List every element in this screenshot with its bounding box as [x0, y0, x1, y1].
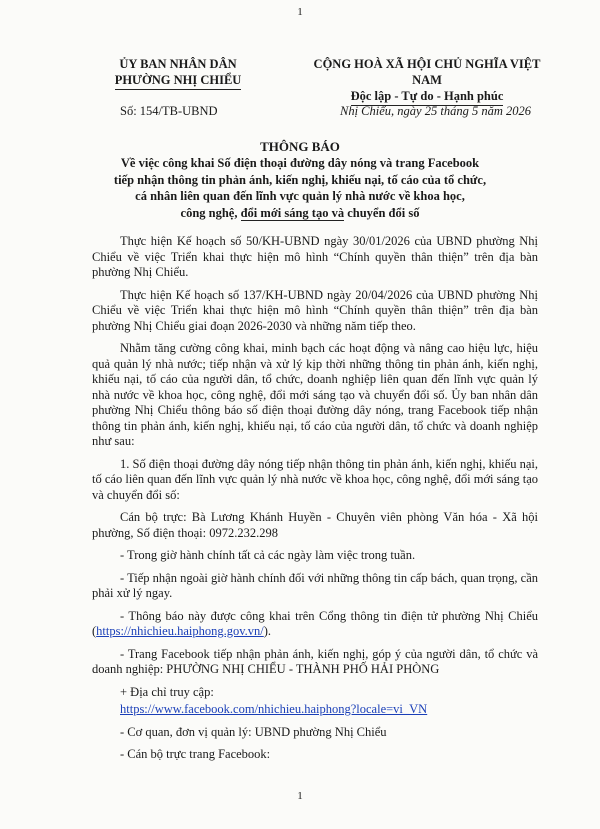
agency-line-1: ỦY BAN NHÂN DÂN	[119, 57, 237, 71]
document-subtitle	[100, 155, 500, 221]
subtitle-line-1: Về việc công khai Số điện thoại đường dây nóng và trang Facebook	[120, 156, 480, 170]
paragraph-12: - Cơ quan, đơn vị quản lý: UBND phường Nhị Chiểu	[120, 724, 387, 739]
paragraph-1: Thực hiện Kế hoạch số 50/KH-UBND ngày 30/01/2026 của UBND phường Nhị Chiểu về việc Triển khai thực hiện mô hình “Chính quyền thân thiện” trên địa bàn phường Nhị Chiểu.	[92, 234, 538, 279]
paragraph-11	[92, 702, 538, 718]
paragraph-5: Cán bộ trực: Bà Lương Khánh Huyền - Chuyên viên phòng Văn hóa - Xã hội phường, Số điện thoại: 0972.232.298	[92, 510, 538, 540]
subtitle-line-4-b: đổi mới sáng tạo và	[240, 205, 345, 220]
facebook-link[interactable]: https://www.facebook.com/nhichieu.haiphong?locale=vi_VN	[120, 702, 428, 716]
paragraph-4: 1. Số điện thoại đường dây nóng tiếp nhận thông tin phản ánh, kiến nghị, khiếu nại, tố cáo liên quan đến lĩnh vực quản lý nhà nước về khoa học, công nghệ, đổi mới sáng tạo và chuyển đổi số:	[92, 456, 538, 502]
agency-line-2: PHƯỜNG NHỊ CHIỂU	[115, 72, 242, 90]
paragraph-6: - Trong giờ hành chính tất cả các ngày làm việc trong tuần.	[120, 548, 416, 562]
paragraph-8	[92, 609, 538, 640]
subtitle-line-2: tiếp nhận thông tin phản ánh, kiến nghị, khiếu nại, tố cáo của tổ chức,	[113, 172, 487, 187]
paragraph-13: - Cán bộ trực trang Facebook:	[120, 747, 271, 761]
subtitle-line-4-c: chuyển đổi số	[344, 205, 420, 220]
document-body	[92, 234, 538, 770]
portal-link[interactable]: https://nhichieu.haiphong.gov.vn/	[96, 624, 264, 638]
page-number-bottom: 1	[297, 790, 303, 802]
paragraph-10: + Địa chỉ truy cập:	[120, 684, 214, 699]
document-title: THÔNG BÁO	[260, 139, 340, 154]
paragraph-3: Nhằm tăng cường công khai, minh bạch các hoạt động và nâng cao hiệu lực, hiệu quả quản lý nhà nước; tiếp nhận và xử lý kịp thời những thông tin phản ánh, kiến nghị, khiếu nại, tố cáo của người dân, tổ chức, doanh nghiệp liên quan đến lĩnh vực quản lý nhà nước về khoa học, công nghệ, đổi mới sáng tạo và chuyển đổi số. Ủy ban nhân dân phường Nhị Chiểu thông báo số điện thoại đường dây nóng, trang Facebook tiếp nhận thông tin phản ánh, kiến nghị, khiếu nại, tố cáo của người dân, tổ chức và doanh nghiệp như sau:	[92, 341, 538, 448]
paragraph-9: - Trang Facebook tiếp nhận phản ánh, kiến nghị, góp ý của người dân, tổ chức và doanh nghiệp: PHƯỜNG NHỊ CHIỂU - THÀNH PHỐ HẢI PHÒNG	[92, 646, 538, 676]
motto-line-1: CỘNG HOÀ XÃ HỘI CHỦ NGHĨA VIỆT NAM	[313, 57, 541, 87]
document-number: Số: 154/TB-UBND	[120, 104, 218, 118]
paragraph-8-a: - Thông báo này được công khai trên Cổng thông tin điện tử phường Nhị Chiểu (	[92, 608, 538, 638]
paragraph-2: Thực hiện Kế hoạch số 137/KH-UBND ngày 20/04/2026 của UBND phường Nhị Chiểu về việc Triển khai thực hiện mô hình “Chính quyền thân thiện” trên địa bàn phường Nhị Chiểu giai đoạn 2026-2030 và những năm tiếp theo.	[92, 287, 538, 333]
issuing-agency	[108, 56, 248, 90]
paragraph-8-b: ).	[263, 624, 272, 638]
page-number-top: 1	[297, 6, 303, 18]
document-date: Nhị Chiểu, ngày 25 tháng 5 năm 2026	[340, 104, 531, 118]
subtitle-line-3: cá nhân liên quan đến lĩnh vực quản lý nhà nước về khoa học,	[135, 189, 465, 203]
national-motto	[298, 56, 556, 106]
paragraph-7: - Tiếp nhận ngoài giờ hành chính đối với những thông tin cấp bách, quan trọng, cần phải xử lý ngay.	[92, 570, 538, 600]
subtitle-line-4	[100, 205, 500, 222]
motto-line-2: Độc lập - Tự do - Hạnh phúc	[351, 88, 504, 106]
subtitle-line-4-a: công nghệ,	[180, 205, 241, 220]
